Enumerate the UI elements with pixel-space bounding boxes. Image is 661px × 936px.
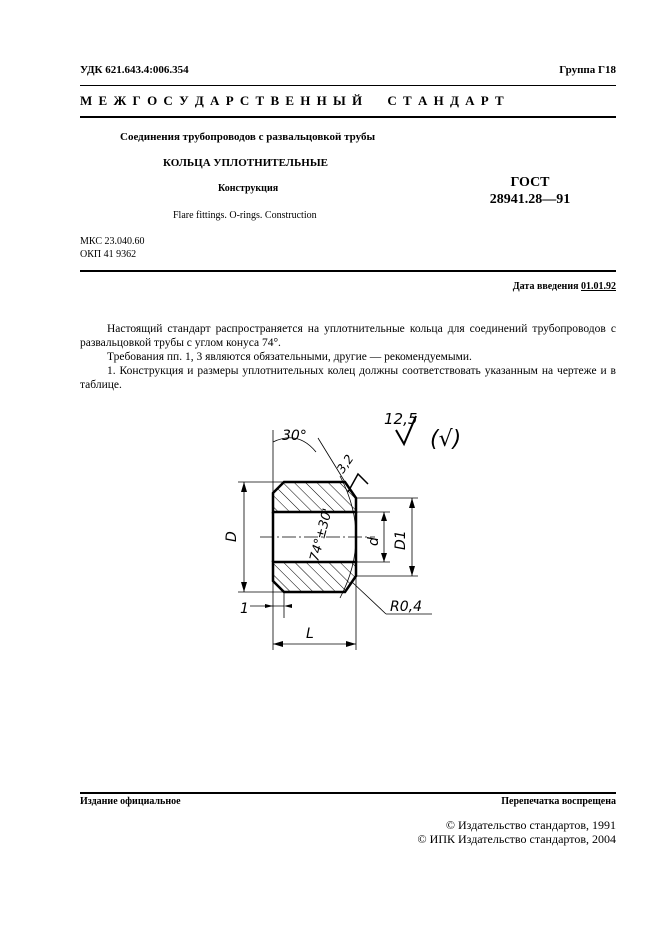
chamfer-roughness: 3,2 bbox=[333, 452, 357, 476]
title-line3: Конструкция bbox=[218, 183, 279, 194]
copyright-1991: © Издательство стандартов, 1991 bbox=[445, 818, 616, 832]
roughness-general: (√) bbox=[430, 427, 462, 452]
standard-type-heading: М Е Ж Г О С У Д А Р С Т В Е Н Н Ы Й С Т А Н Д А Р Т bbox=[80, 93, 506, 108]
gost-number: 28941.28—91 bbox=[489, 192, 571, 207]
header-rule-bottom bbox=[80, 116, 616, 118]
footer-official: Издание официальное bbox=[80, 796, 181, 807]
dim-1-label: 1 bbox=[240, 601, 249, 617]
cone-angle-label: 74°±30' bbox=[307, 506, 336, 564]
title-line2: КОЛЬЦА УПЛОТНИТЕЛЬНЫЕ bbox=[163, 157, 328, 169]
title-line1: Соединения трубопроводов с развальцовкой трубы bbox=[120, 131, 376, 143]
roughness-value: 12,5 bbox=[384, 410, 418, 428]
gost-label: ГОСТ bbox=[510, 175, 550, 190]
body-paragraph-2: Требования пп. 1, 3 являются обязательными, другие — рекомендуемыми. bbox=[107, 351, 472, 363]
okp-code: ОКП 41 9362 bbox=[80, 249, 137, 260]
radius-label: R0,4 bbox=[390, 599, 422, 615]
header-rule-top bbox=[80, 85, 616, 86]
effective-date-value: 01.01.92 bbox=[581, 281, 616, 292]
copyright-2004: © ИПК Издательство стандартов, 2004 bbox=[417, 832, 616, 846]
mks-code: МКС 23.040.60 bbox=[80, 236, 145, 247]
title-english: Flare fittings. O-rings. Construction bbox=[173, 210, 317, 221]
dim-D1-label: D1 bbox=[393, 530, 409, 550]
effective-date bbox=[513, 281, 616, 292]
group-code: Группа Г18 bbox=[559, 64, 616, 76]
title-rule bbox=[80, 270, 616, 272]
angle-30-label: 30° bbox=[282, 428, 307, 444]
body-text bbox=[80, 322, 616, 392]
dim-L-label: L bbox=[306, 626, 314, 642]
footer-reprint: Перепечатка воспрещена bbox=[501, 796, 616, 807]
body-paragraph-3: 1. Конструкция и размеры уплотнительных колец должны соответствовать указанным на чертеже и в таблице. bbox=[80, 365, 616, 391]
footer-rule bbox=[80, 792, 616, 794]
o-ring-drawing bbox=[200, 400, 480, 660]
ring-section-top bbox=[273, 482, 356, 512]
ring-section-bottom bbox=[273, 562, 356, 592]
udk-code: УДК 621.643.4:006.354 bbox=[80, 64, 189, 76]
dim-d-label: d bbox=[366, 537, 382, 546]
effective-date-label: Дата введения bbox=[512, 281, 579, 292]
dim-D-label: D bbox=[224, 531, 240, 542]
body-paragraph-1: Настоящий стандарт распространяется на уплотнительные кольца для соединений трубопроводов с развальцовкой трубы с углом конуса 74°. bbox=[80, 323, 616, 349]
